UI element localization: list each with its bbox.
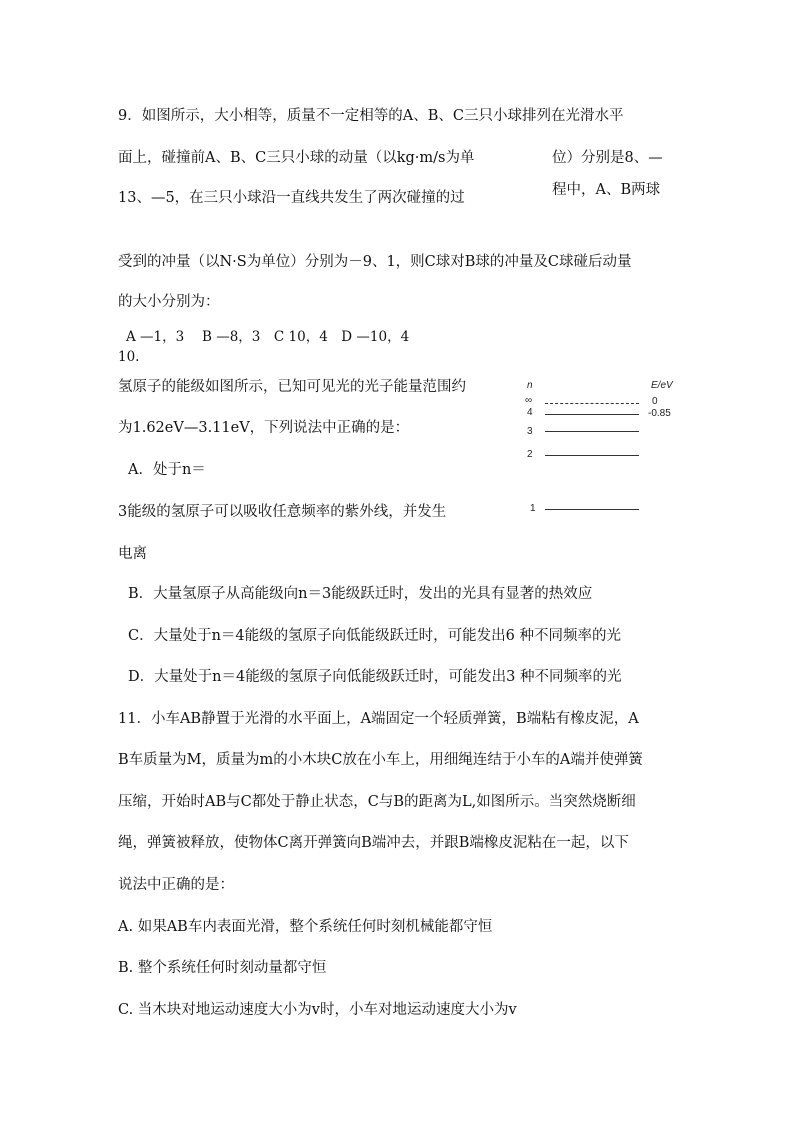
q9-line4: 受到的冲量（以N·S为单位）分别为－9、1，则C球对B球的冲量及C球碰后动量 — [118, 254, 632, 270]
level-e-4: -0.85 — [648, 408, 671, 419]
level-n-inf: ∞ — [525, 395, 533, 406]
q9-options: A —1，3 B —8，3 C 10，4 D —10，4 — [126, 329, 410, 345]
q10-option-b: B．大量氢原子从高能级向n＝3能级跃迁时，发出的光具有显著的热效应 — [128, 586, 593, 602]
q10-option-a-part1: A．处于n＝ — [128, 462, 206, 478]
diagram-e-label: E/eV — [651, 380, 673, 391]
energy-level-diagram — [515, 378, 685, 518]
q9-line3b: 程中，A、B两球 — [552, 182, 661, 198]
q11-line1: 11．小车AB静置于光滑的水平面上，A端固定一个轻质弹簧，B端粘有橡皮泥，A — [118, 711, 639, 727]
level-n-1: 1 — [530, 503, 536, 514]
q10-option-c: C．大量处于n＝4能级的氢原子向低能级跃迁时，可能发出6 种不同频率的光 — [128, 628, 621, 644]
q10-line2: 为1.62eV—3.11eV，下列说法中正确的是： — [118, 420, 410, 436]
level-line-3 — [545, 431, 639, 432]
q10-option-a-part2: 3能级的氢原子可以吸收任意频率的紫外线，并发生 — [118, 504, 447, 520]
q11-line4: 绳，弹簧被释放，使物体C离开弹簧向B端冲去，并跟B端橡皮泥粘在一起，以下 — [118, 835, 629, 851]
q9-line5: 的大小分别为： — [118, 294, 220, 310]
q10-option-a-part3: 电离 — [118, 546, 147, 562]
q11-option-c: C. 当木块对地运动速度大小为v时，小车对地运动速度大小为v — [118, 1002, 517, 1018]
level-line-1 — [545, 509, 639, 510]
q10-option-d: D．大量处于n＝4能级的氢原子向低能级跃迁时，可能发出3 种不同频率的光 — [128, 669, 622, 685]
q11-option-a: A. 如果AB车内表面光滑，整个系统任何时刻机械能都守恒 — [118, 919, 493, 935]
q9-line2a: 面上，碰撞前A、B、C三只小球的动量（以kg·m/s为单 — [118, 150, 475, 166]
q9-line3a: 13、—5，在三只小球沿一直线共发生了两次碰撞的过 — [118, 190, 465, 206]
diagram-n-label: n — [527, 380, 533, 391]
q11-option-b: B. 整个系统任何时刻动量都守恒 — [118, 960, 327, 976]
level-n-2: 2 — [527, 449, 533, 460]
q10-number: 10. — [118, 349, 140, 365]
level-e-inf: 0 — [652, 396, 658, 407]
q10-line1: 氢原子的能级如图所示，已知可见光的光子能量范围约 — [118, 379, 466, 395]
q11-line2: B车质量为M，质量为m的小木块C放在小车上，用细绳连结于小车的A端并使弹簧 — [118, 752, 643, 768]
level-line-4 — [545, 414, 639, 415]
q11-line5: 说法中正确的是： — [118, 877, 234, 893]
level-n-4: 4 — [527, 407, 533, 418]
level-line-inf — [545, 403, 639, 404]
q9-line2b: 位）分别是8、— — [552, 150, 663, 166]
q9-line1: 9．如图所示，大小相等，质量不一定相等的A、B、C三只小球排列在光滑水平 — [118, 108, 624, 124]
level-line-2 — [545, 455, 639, 456]
level-n-3: 3 — [527, 426, 533, 437]
q11-line3: 压缩，开始时AB与C都处于静止状态，C与B的距离为L,如图所示。当突然烧断细 — [118, 794, 636, 810]
